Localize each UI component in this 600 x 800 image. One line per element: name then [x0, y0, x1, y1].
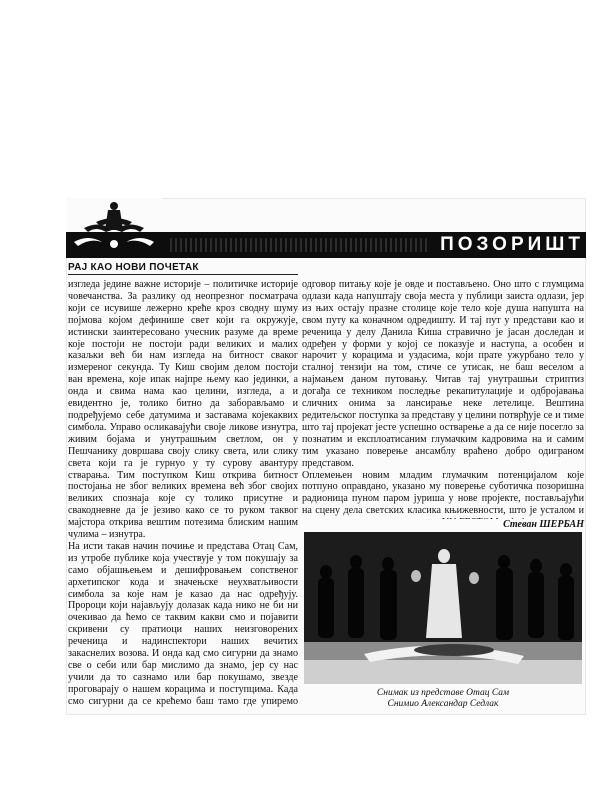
header-pattern [170, 238, 430, 252]
paragraph: На исти такав начин почиње и представа Отац Сам, из утробе публике која учествује у том покушају за само објашњењем и дешифровањем сопственог архетипског кода и значењске неухватљивости симбола за које нам је казао да нас одређују. Пророци који најављују долазак када нико не би ни очекивао да ћемо се таквим какви смо и појавити скривени су пратиоци наших неизговорених реченица и надинспектори наших вечитих закаснелих возова. И онда кад смо сигурни да знамо све о себи или бар мислимо да знамо, јер су нас учили да то сазнамо или бар покушамо, звезде проговарају о нашем корацима и поступцима. Када смо сигурни да се крећемо баш тамо где упиремо [68, 540, 298, 707]
caption-line: Снимак из представе Отац Сам [376, 688, 510, 698]
article-headline: РАЈ КАО НОВИ ПОЧЕТАК [68, 262, 298, 275]
paragraph: Оплемењен новим младим глумачким потенцијалом које потпуно оправдано, указано му поверење суботичка позоришна радионица пуном паром јуриша у нове пројекте, постављајући на сцену дела светских класика књижевности, што је усталом и [302, 469, 584, 517]
author-byline: Стеван ШЕРБАН [503, 519, 584, 530]
paragraph: изгледа једине важне историје – политичке историје човечанства. За разлику од неопрезног посматрача који се исувише лежерно креће кроз сводну шуму појмова којом дефинише свет који га окружује, истински заинтересовано учесник разуме да време које постоји не постоји ради великих и малих казаљки већ би нам изгледа на битност сваког измереног секунда. Ту Киш својим делом постоји ван времена, које ипак најпре њему као јединки, а онда и свима нама као целини, изгледа, а и евидентно је, толико битно да заборављамо и подређујемо себе датумима и заставама којекаквих симбола. Управо осликавајући своје ликове изнутра, живим бојама и унутрашњим светлом, он у Пешчанику довршава своју слику света, или слику света који га је гурнуо у ту сурову авантуру стварања. Тим поступком Киш открива битност постојања не због великих времена већ због својих великих спознаја које су толико присутне и свакодневне да је језиво како се то руком таквог мајстора открива вештим потезима блиским нашим чулима – изнутра. [68, 279, 298, 541]
paragraph: одговор питању које је овде и постављено. Оно што с глумцима одлази када напуштају своја места у публици заиста одлази, јер из њих остају празне столице које тело које душа напушта на свом путу ка коначном одредишту. И тај пут у представи као и реченица у делу Данила Киша стравично је јасан доследан и одређен у форми у којој се показује и наступа, а особен и нарочит у корацима и уздасима, који прате ужурбано тело у сталној тензији на том, стиче се утисак, не баш веселом а најмањем даном путовању. Читав тај унутрашњи стриптиз догађа се техником последње рекапитулације и одбројавања сличних онима за лансирање неке летелице. Вештина редитељског поступка за представу у целини потврђује се и тиме што тај пројекат јесте успешно остварење а да се није посегло за познатим и експлоатисаним глумачким кадровима на и самим тим указано поверење ансамблу враћено добро одиграном представом. [302, 279, 584, 469]
theater-emblem-logo [66, 198, 162, 258]
stage-scene-image [304, 532, 582, 684]
article-column-right [302, 279, 584, 519]
caption-credit: Снимио Александар Седлак [387, 699, 499, 709]
section-header-band [162, 232, 586, 258]
article-column-left [68, 279, 298, 707]
section-title: ПОЗОРИШТ [440, 234, 584, 255]
photo-caption [302, 688, 584, 710]
stage-photo [304, 532, 582, 684]
